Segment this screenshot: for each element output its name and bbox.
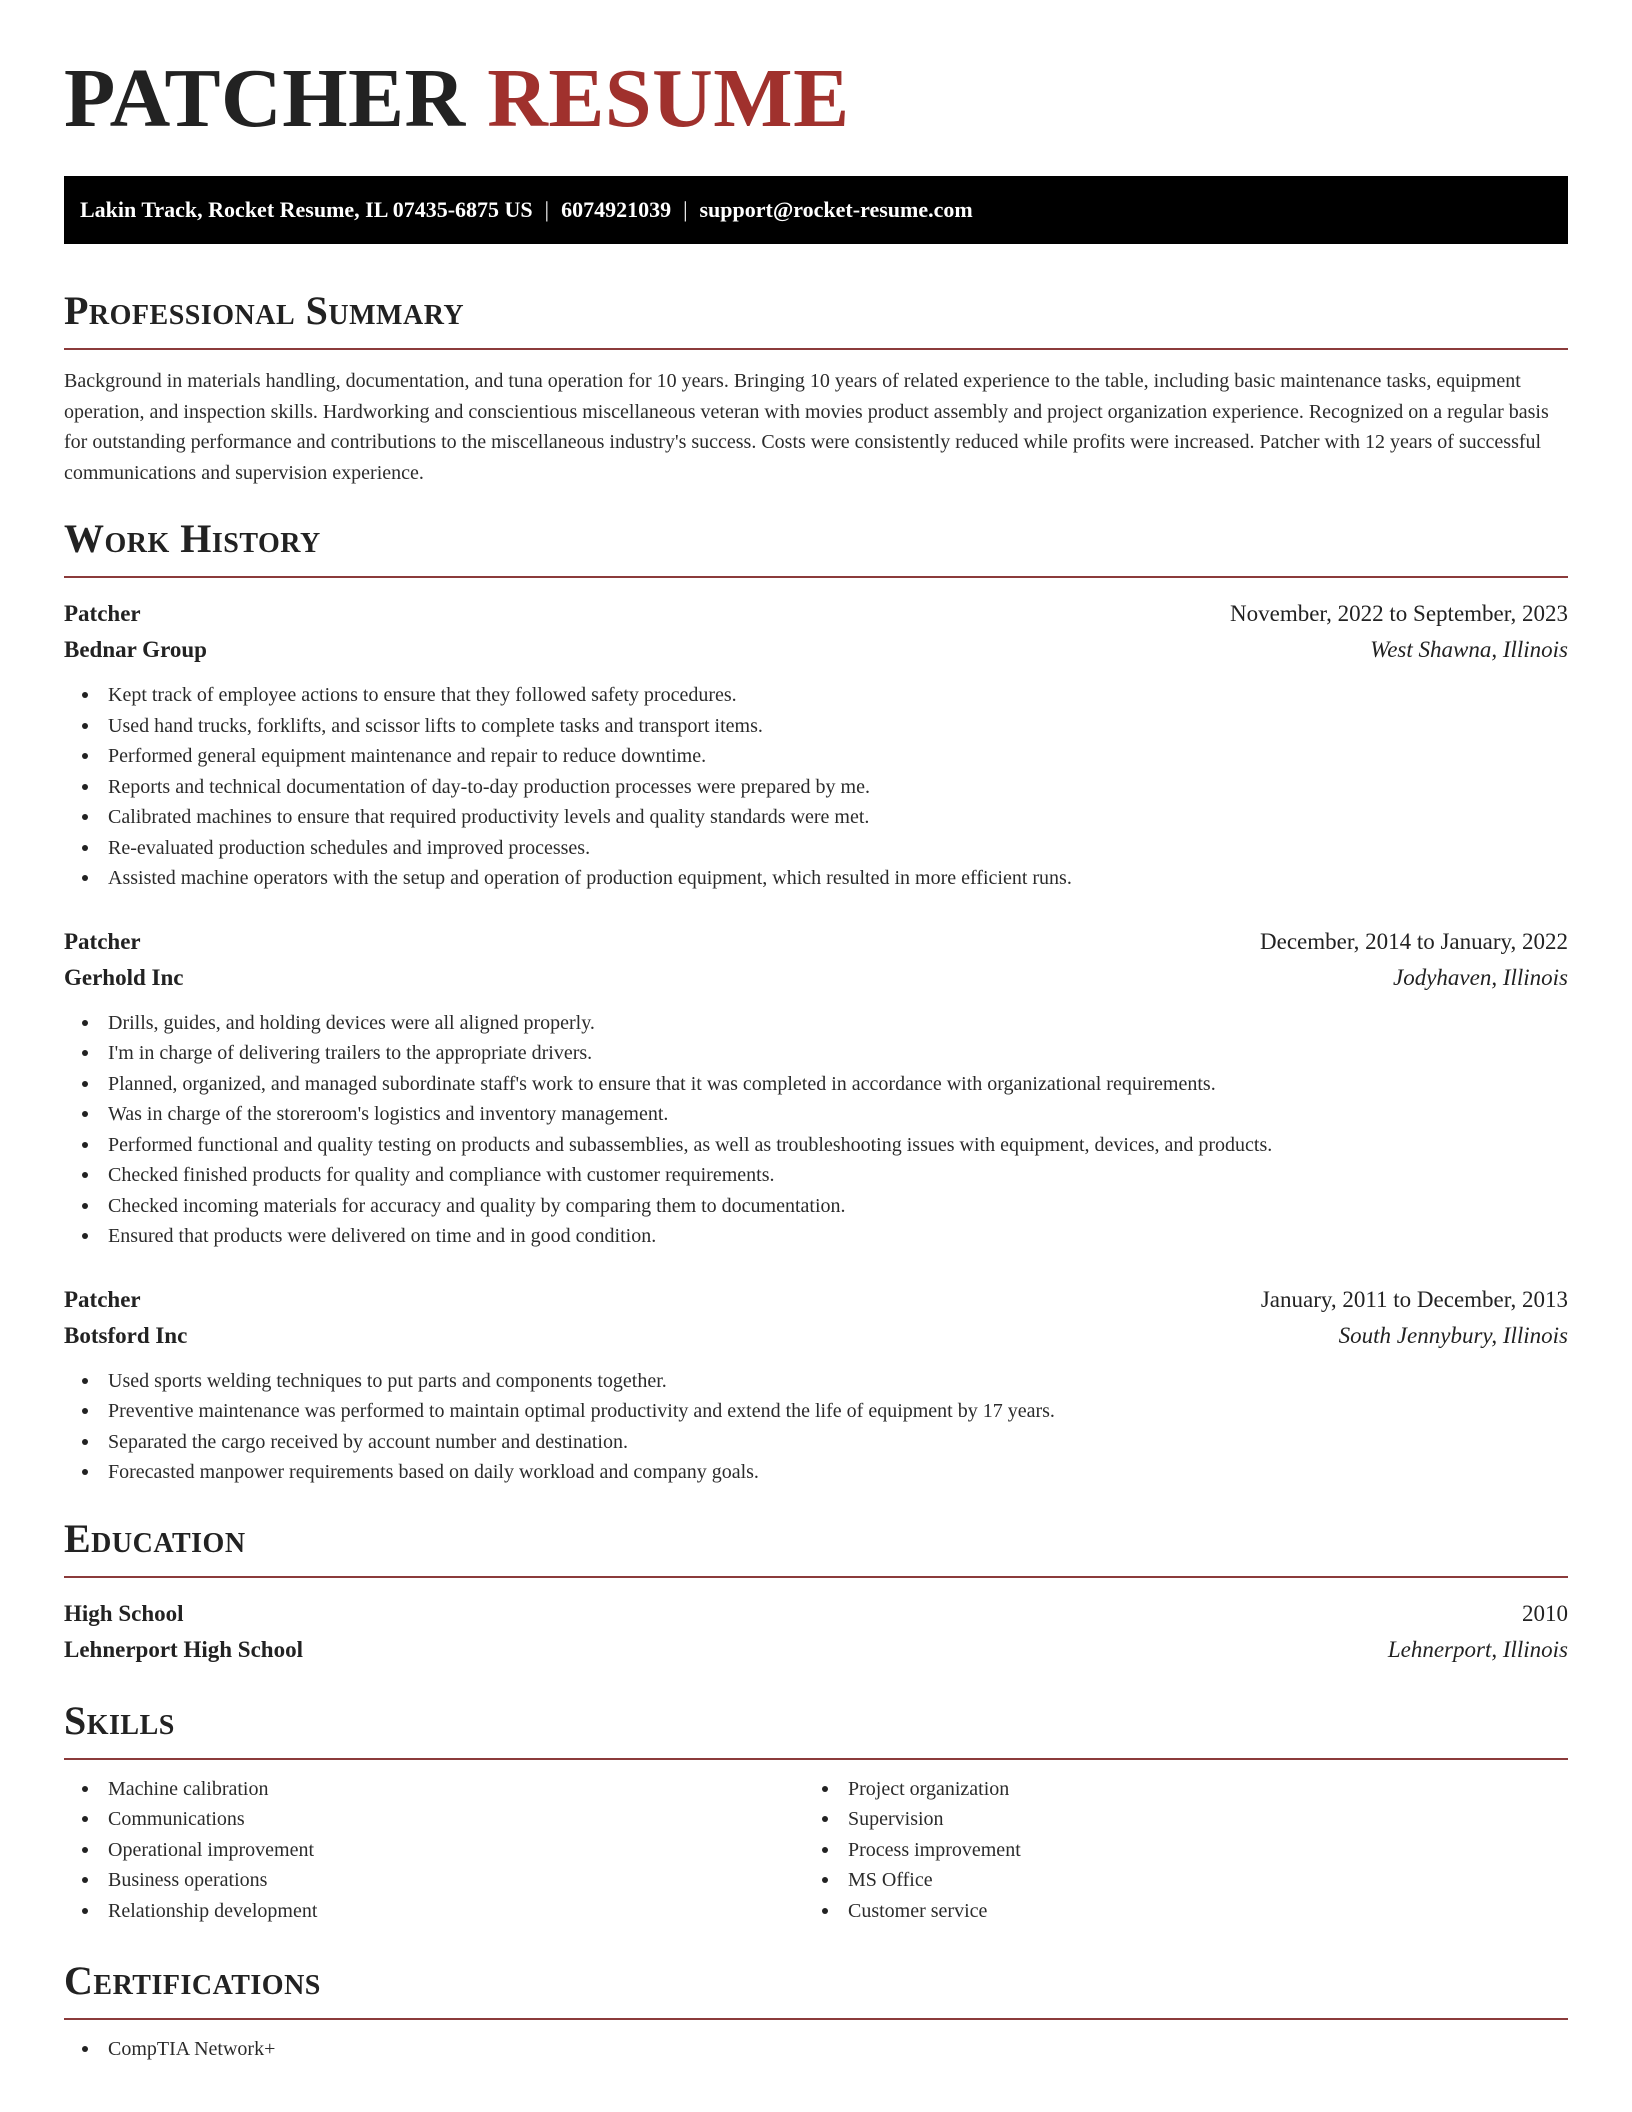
section-divider — [64, 348, 1568, 350]
job-duties — [64, 680, 1568, 894]
job-duties — [64, 1008, 1568, 1252]
job-title: Patcher — [64, 928, 141, 954]
job-header — [64, 596, 1568, 632]
job-entry — [64, 924, 1568, 1252]
job-subheader — [64, 960, 1568, 996]
list-item: Ensured that products were delivered on time and in good condition. — [64, 1221, 1568, 1252]
list-item: Checked finished products for quality and compliance with customer requirements. — [64, 1160, 1568, 1191]
section-title-education: Education — [64, 1515, 246, 1561]
job-dates: January, 2011 to December, 2013 — [1260, 1286, 1568, 1312]
list-item: Used hand trucks, forklifts, and scissor lifts to complete tasks and transport items. — [64, 711, 1568, 742]
job-location: Jodyhaven, Illinois — [1392, 964, 1568, 990]
education-location: Lehnerport, Illinois — [1387, 1636, 1568, 1662]
contact-bar — [64, 176, 1568, 244]
list-item: Relationship development — [64, 1896, 804, 1927]
job-dates: November, 2022 to September, 2023 — [1230, 601, 1568, 626]
job-company: Bednar Group — [64, 637, 207, 662]
list-item: Business operations — [64, 1865, 804, 1896]
section-divider — [64, 2018, 1568, 2020]
job-header — [64, 1282, 1568, 1318]
list-item: Assisted machine operators with the setup and operation of production equipment, which resulted in more efficient runs. — [64, 863, 1568, 894]
list-item: Project organization — [804, 1774, 1544, 1805]
list-item: Supervision — [804, 1804, 1544, 1835]
title-resume-word: RESUME — [487, 52, 850, 145]
education-subheader — [64, 1632, 1568, 1668]
section-divider — [64, 576, 1568, 578]
list-item: Separated the cargo received by account number and destination. — [64, 1427, 1568, 1458]
job-location: West Shawna, Illinois — [1370, 637, 1568, 662]
education-school: Lehnerport High School — [64, 1636, 303, 1662]
work-history-section — [64, 514, 1568, 1488]
contact-address: Lakin Track, Rocket Resume, IL 07435-6875 US — [80, 197, 533, 222]
education-year: 2010 — [1522, 1600, 1568, 1626]
list-item: CompTIA Network+ — [64, 2034, 1568, 2065]
section-title-summary: Professional Summary — [64, 288, 465, 333]
contact-phone: 6074921039 — [561, 197, 672, 222]
list-item: Forecasted manpower requirements based on daily workload and company goals. — [64, 1457, 1568, 1488]
list-item: I'm in charge of delivering trailers to the appropriate drivers. — [64, 1038, 1568, 1069]
job-duties — [64, 1366, 1568, 1488]
contact-separator: | — [683, 197, 688, 222]
education-section — [64, 1514, 1568, 1668]
list-item: Operational improvement — [64, 1835, 804, 1866]
job-title: Patcher — [64, 601, 141, 626]
certifications-list — [64, 2034, 1568, 2065]
list-item: MS Office — [804, 1865, 1544, 1896]
skills-section — [64, 1696, 1568, 1927]
job-subheader — [64, 632, 1568, 668]
contact-separator: | — [544, 197, 550, 222]
list-item: Performed general equipment maintenance and repair to reduce downtime. — [64, 741, 1568, 772]
job-dates: December, 2014 to January, 2022 — [1260, 928, 1568, 954]
skills-column-left — [64, 1774, 804, 1927]
list-item: Communications — [64, 1804, 804, 1835]
section-title-skills: Skills — [64, 1697, 175, 1743]
education-degree: High School — [64, 1600, 184, 1626]
resume-page — [64, 0, 1568, 2065]
section-title-work-history: Work History — [64, 516, 321, 561]
section-title-certifications: Certifications — [64, 1958, 321, 2003]
skills-column-right — [804, 1774, 1544, 1927]
resume-title — [64, 0, 1568, 145]
education-header — [64, 1596, 1568, 1632]
list-item: Reports and technical documentation of day-to-day production processes were prepared by me. — [64, 772, 1568, 803]
job-company: Gerhold Inc — [64, 964, 184, 990]
list-item: Was in charge of the storeroom's logistics and inventory management. — [64, 1099, 1568, 1130]
section-divider — [64, 1758, 1568, 1760]
list-item: Kept track of employee actions to ensure that they followed safety procedures. — [64, 680, 1568, 711]
list-item: Preventive maintenance was performed to maintain optimal productivity and extend the life of equipment by 17 years. — [64, 1396, 1568, 1427]
list-item: Customer service — [804, 1896, 1544, 1927]
job-company: Botsford Inc — [64, 1322, 188, 1348]
summary-text: Background in materials handling, documentation, and tuna operation for 10 years. Bringing 10 years of related experience to the table, including basic maintenance tasks, equipment operation, and inspection skills. Hardworking and conscientious miscellaneous veteran with movies product assembly and project organization experience. Recognized on a regular basis for outstanding performance and contributions to the miscellaneous industry's success. Costs were consistently reduced while profits were increased. Patcher with 12 years of successful communications and supervision experience. — [64, 370, 1549, 484]
job-title: Patcher — [64, 1286, 141, 1312]
job-header — [64, 924, 1568, 960]
title-name: PATCHER — [64, 52, 466, 145]
summary-section — [64, 286, 1568, 488]
list-item: Drills, guides, and holding devices were all aligned properly. — [64, 1008, 1568, 1039]
job-location: South Jennybury, Illinois — [1338, 1322, 1568, 1348]
list-item: Performed functional and quality testing on products and subassemblies, as well as troubleshooting issues with equipment, devices, and products. — [64, 1130, 1568, 1161]
contact-email[interactable]: support@rocket-resume.com — [699, 197, 973, 222]
list-item: Planned, organized, and managed subordinate staff's work to ensure that it was completed in accordance with organizational requirements. — [64, 1069, 1568, 1100]
list-item: Checked incoming materials for accuracy and quality by comparing them to documentation. — [64, 1191, 1568, 1222]
job-subheader — [64, 1318, 1568, 1354]
job-entry — [64, 596, 1568, 894]
list-item: Used sports welding techniques to put parts and components together. — [64, 1366, 1568, 1397]
certifications-section — [64, 1956, 1568, 2065]
list-item: Machine calibration — [64, 1774, 804, 1805]
skills-grid — [64, 1774, 1568, 1927]
education-entry — [64, 1596, 1568, 1668]
list-item: Process improvement — [804, 1835, 1544, 1866]
job-entry — [64, 1282, 1568, 1488]
list-item: Re-evaluated production schedules and improved processes. — [64, 833, 1568, 864]
section-divider — [64, 1576, 1568, 1578]
list-item: Calibrated machines to ensure that required productivity levels and quality standards were met. — [64, 802, 1568, 833]
